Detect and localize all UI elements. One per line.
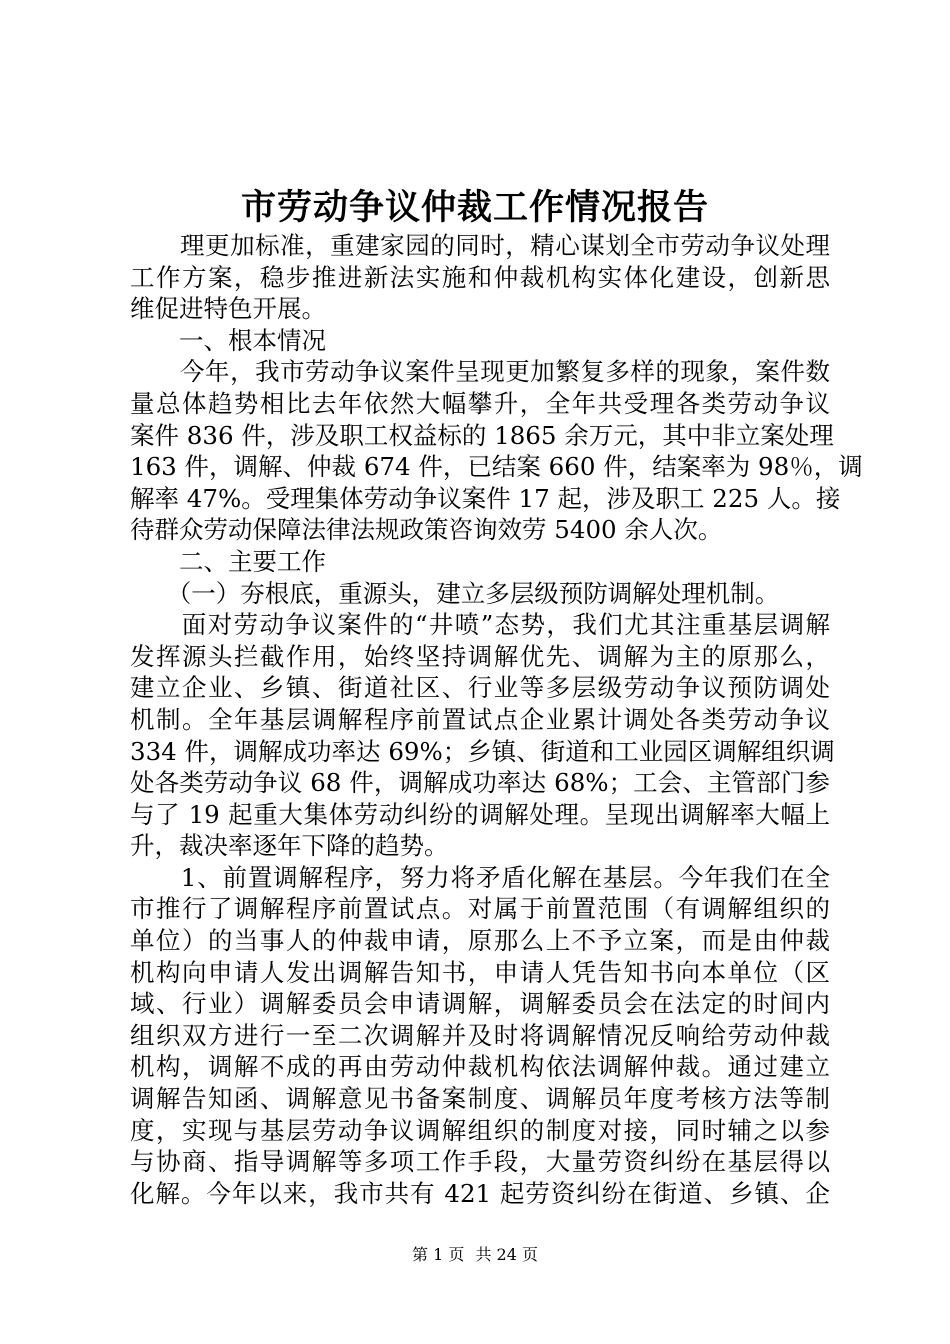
body-line: 与了 19 起重大集体劳动纠纷的调解处理。呈现出调解率大幅上 <box>130 799 830 829</box>
body-line: 量总体趋势相比去年依然大幅攀升，全年共受理各类劳动争议 <box>130 388 830 418</box>
document-body <box>130 230 863 1209</box>
body-line: 机构，调解不成的再由劳动仲裁机构依法调解仲裁。通过建立 <box>130 1052 830 1082</box>
body-line: 组织双方进行一至二次调解并及时将调解情况反响给劳动仲裁 <box>130 1020 830 1050</box>
document-title: 市劳动争议仲裁工作情况报告 <box>240 187 709 228</box>
body-line: 二、主要工作 <box>130 546 326 576</box>
body-line: 单位）的当事人的仲裁申请，原那么上不予立案，而是由仲裁 <box>130 926 830 956</box>
body-line: 一、根本情况 <box>130 325 326 355</box>
body-line: 升，裁决率逐年下降的趋势。 <box>130 831 449 861</box>
body-line: 理更加标准，重建家园的同时，精心谋划全市劳动争议处理 <box>130 231 830 260</box>
body-line: 域、行业）调解委员会申请调解，调解委员会在法定的时间内 <box>130 989 830 1019</box>
body-line: 建立企业、乡镇、街道社区、行业等多层级劳动争议预防调处 <box>130 673 830 703</box>
page-total: 共 24 页 <box>475 1245 538 1264</box>
body-line: 解率 47%。受理集体劳动争议案件 17 起，涉及职工 225 人。接 <box>130 483 841 513</box>
body-line: 机制。全年基层调解程序前置试点企业累计调处各类劳动争议 <box>130 704 830 734</box>
body-line: （一）夯根底，重源头，建立多层级预防调解处理机制。 <box>130 578 780 608</box>
body-line: 334 件，调解成功率达 69%；乡镇、街道和工业园区调解组织调 <box>130 736 835 766</box>
page-footer <box>0 1243 950 1267</box>
body-line: 化解。今年以来，我市共有 421 起劳资纠纷在街道、乡镇、企 <box>130 1178 830 1208</box>
body-line: 调解告知函、调解意见书备案制度、调解员年度考核方法等制 <box>130 1084 830 1114</box>
body-line: 今年，我市劳动争议案件呈现更加繁复多样的现象，案件数 <box>130 357 830 387</box>
body-line: 工作方案，稳步推进新法实施和仲裁机构实体化建设，创新思 <box>130 262 830 292</box>
body-line: 度，实现与基层劳动争议调解组织的制度对接，同时辅之以参 <box>130 1115 830 1145</box>
body-line: 与协商、指导调解等多项工作手段，大量劳资纠纷在基层得以 <box>130 1147 830 1177</box>
body-line: 维促进特色开展。 <box>130 294 326 324</box>
page-number: 第 1 页 <box>412 1245 465 1264</box>
body-line: 待群众劳动保障法律法规政策咨询效劳 5400 余人次。 <box>130 515 723 545</box>
body-line: 处各类劳动争议 68 件，调解成功率达 68%；工会、主管部门参 <box>130 768 830 798</box>
body-line: 发挥源头拦截作用，始终坚持调解优先、调解为主的原那么， <box>130 641 830 671</box>
body-line: 面对劳动争议案件的“井喷”态势，我们尤其注重基层调解 <box>130 610 830 640</box>
body-line: 1、前置调解程序，努力将矛盾化解在基层。今年我们在全 <box>130 862 830 892</box>
body-line: 市推行了调解程序前置试点。对属于前置范围（有调解组织的 <box>130 894 830 924</box>
body-line: 163 件，调解、仲裁 674 件，已结案 660 件，结案率为 98％，调 <box>130 452 863 482</box>
body-line: 机构向申请人发出调解告知书，申请人凭告知书向本单位（区 <box>130 957 830 987</box>
body-line: 案件 836 件，涉及职工权益标的 1865 余万元，其中非立案处理 <box>130 420 834 450</box>
